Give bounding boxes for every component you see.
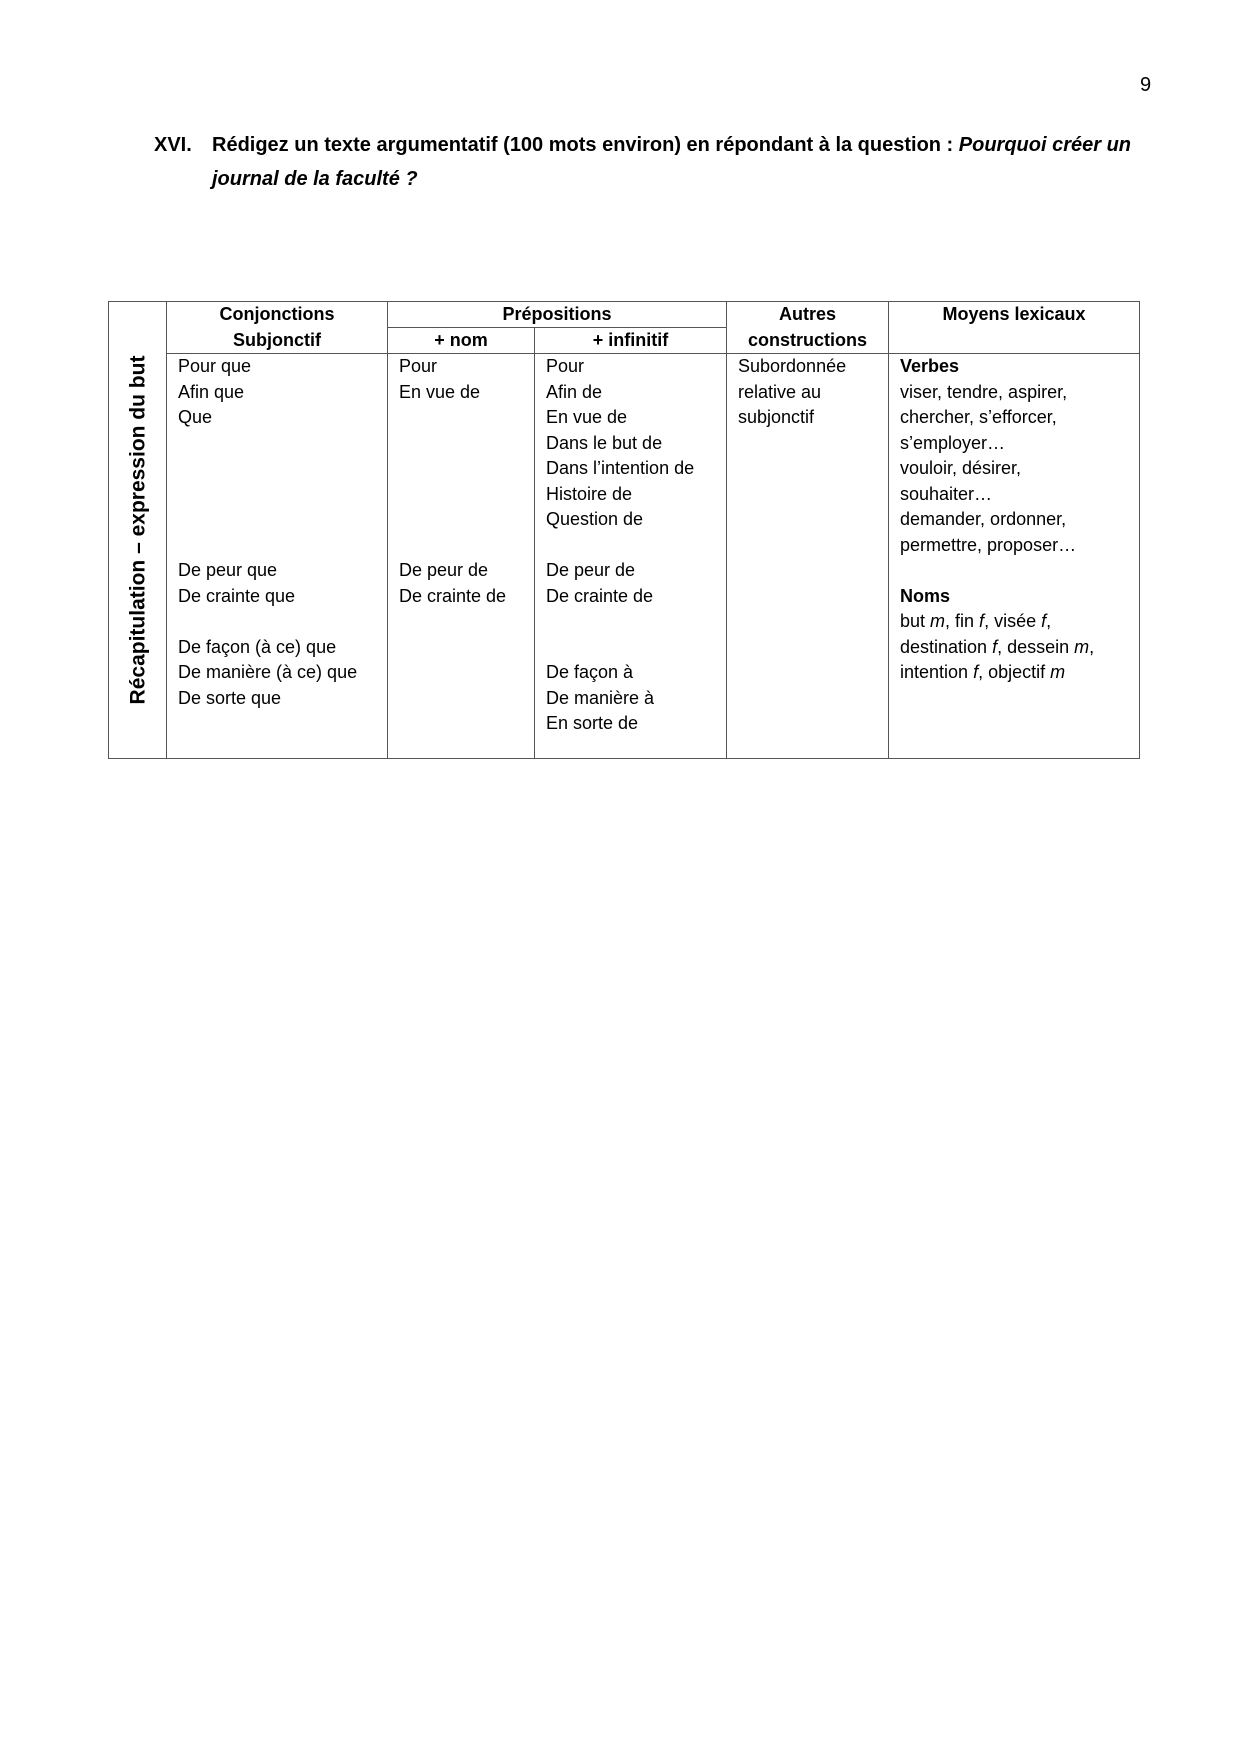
preposition-infinitif-item: Dans le but de <box>546 432 663 453</box>
conjonction-item: De sorte que <box>178 687 282 708</box>
preposition-infinitif-item: De peur de <box>546 560 636 580</box>
preposition-infinitif-item: De crainte de <box>546 585 654 606</box>
gender-mark: f <box>979 611 985 631</box>
preposition-infinitif-item: Afin de <box>546 381 603 402</box>
page-number: 9 <box>1140 74 1152 96</box>
verbe-item: s’employer… <box>900 432 1006 453</box>
nom-text: , <box>1089 636 1095 657</box>
header-moyens-lexicaux <box>889 302 1140 354</box>
exercise-question: Pourquoi créer un journal de la faculté ? <box>212 134 1132 190</box>
header-autres-line2: constructions <box>747 329 867 350</box>
recap-table <box>108 301 1140 759</box>
preposition-infinitif-item: Dans l’intention de <box>546 458 695 478</box>
preposition-infinitif-item: Question de <box>546 509 644 529</box>
header-prepositions: Prépositions <box>388 302 727 328</box>
header-moyens-line: Moyens lexicaux <box>942 304 1086 324</box>
noms-line-2 <box>900 635 1139 661</box>
nom-text: , visée <box>984 611 1042 631</box>
preposition-nom-item: De crainte de <box>399 585 507 606</box>
nom-text: intention <box>900 662 974 682</box>
preposition-nom-item <box>399 482 534 508</box>
gender-mark: f <box>973 662 979 682</box>
exercise-instruction <box>212 128 1144 196</box>
autres-item: relative au <box>738 381 822 402</box>
preposition-nom-item: Pour <box>399 356 438 376</box>
cell-plus-nom <box>388 354 535 759</box>
verbe-item: chercher, s’efforcer, <box>900 407 1057 427</box>
header-conjonctions-line1: Conjonctions <box>219 304 335 324</box>
gender-mark: m <box>1050 662 1066 682</box>
verbe-item: demander, ordonner, <box>900 509 1067 529</box>
exercise-prompt: Rédigez un texte argumentatif (100 mots environ) en répondant à la question : <box>212 134 959 156</box>
conjonction-item: Afin que <box>178 381 245 402</box>
preposition-nom-item <box>399 405 534 431</box>
nom-text: , objectif <box>978 662 1051 682</box>
conjonction-item: De crainte que <box>178 585 296 606</box>
preposition-infinitif-item: De façon à <box>546 662 634 682</box>
exercise-number: XVI. <box>154 134 192 156</box>
conjonction-item: De peur que <box>178 560 278 580</box>
cell-moyens-lexicaux <box>889 354 1140 759</box>
noms-line-3 <box>900 660 1139 686</box>
preposition-nom-item <box>399 533 534 559</box>
nom-text: , dessein <box>997 636 1075 657</box>
conjonction-item <box>178 482 387 508</box>
preposition-infinitif-item: En vue de <box>546 407 628 427</box>
header-plus-infinitif: + infinitif <box>535 328 727 354</box>
preposition-infinitif-item: Histoire de <box>546 483 633 504</box>
gender-mark: m <box>930 611 946 631</box>
preposition-infinitif-item <box>546 533 726 559</box>
preposition-infinitif-item: De manière à <box>546 687 655 708</box>
autres-item: Subordonnée <box>738 356 847 376</box>
autres-item: subjonctif <box>738 407 815 427</box>
nom-text: destination <box>900 636 993 657</box>
nom-text: , <box>1046 611 1052 631</box>
verbes-title: Verbes <box>900 356 960 376</box>
conjonction-item <box>178 533 387 559</box>
header-conjonctions <box>167 302 388 354</box>
conjonction-item <box>178 431 387 457</box>
conjonction-item: Pour que <box>178 356 252 376</box>
conjonction-item: De façon (à ce) que <box>178 636 337 657</box>
side-label: Récapitulation – expression du but <box>125 355 149 705</box>
preposition-nom-item <box>399 431 534 457</box>
preposition-nom-item: En vue de <box>399 381 481 402</box>
exercise-xvi <box>154 128 1144 196</box>
verbe-item: souhaiter… <box>900 483 993 504</box>
verbe-item: vouloir, désirer, <box>900 458 1022 478</box>
header-autres-constructions <box>727 302 889 354</box>
noms-line-1 <box>900 609 1139 635</box>
conjonction-item <box>178 456 387 482</box>
cell-autres-constructions <box>727 354 889 759</box>
conjonction-item <box>178 507 387 533</box>
preposition-infinitif-item <box>546 609 726 635</box>
header-autres-line1: Autres <box>778 304 836 324</box>
preposition-nom-item <box>399 507 534 533</box>
header-plus-nom: + nom <box>388 328 535 354</box>
nom-text: , fin <box>945 611 980 631</box>
preposition-infinitif-item <box>546 635 726 661</box>
noms-title: Noms <box>900 585 951 606</box>
conjonction-item <box>178 609 387 635</box>
gender-mark: m <box>1074 636 1090 657</box>
verbe-item: viser, tendre, aspirer, <box>900 381 1068 402</box>
spacer <box>900 558 1139 584</box>
cell-conjonctions <box>167 354 388 759</box>
side-label-cell <box>109 302 167 759</box>
preposition-nom-item: De peur de <box>399 560 489 580</box>
cell-plus-infinitif <box>535 354 727 759</box>
conjonction-item: De manière (à ce) que <box>178 662 358 682</box>
gender-mark: f <box>992 636 998 657</box>
nom-text: but <box>900 611 931 631</box>
preposition-infinitif-item: Pour <box>546 356 585 376</box>
conjonction-item: Que <box>178 407 213 427</box>
preposition-nom-item <box>399 456 534 482</box>
gender-mark: f <box>1041 611 1047 631</box>
verbe-item: permettre, proposer… <box>900 534 1077 555</box>
preposition-infinitif-item: En sorte de <box>546 713 639 733</box>
header-conjonctions-line2: Subjonctif <box>233 329 321 350</box>
